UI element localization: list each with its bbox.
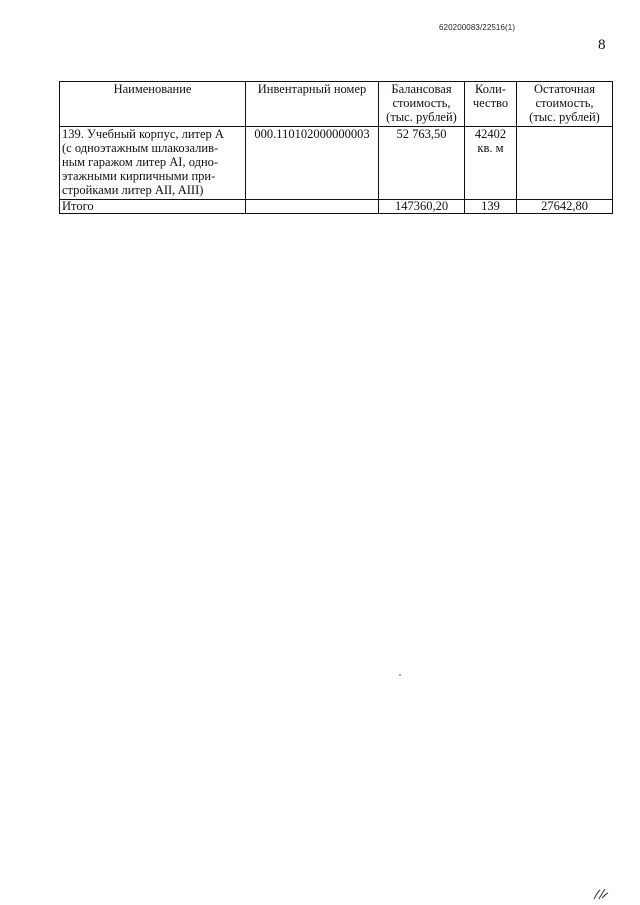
scan-speck xyxy=(399,674,401,676)
column-header-balance-value: Балансовая стоимость, (тыс. рублей) xyxy=(379,82,465,127)
column-header-residual-value: Остаточная стоимость, (тыс. рублей) xyxy=(517,82,613,127)
page-number: 8 xyxy=(598,37,606,53)
cell-residual-value xyxy=(517,127,613,200)
table-row xyxy=(60,127,613,200)
column-header-inventory-number: Инвентарный номер xyxy=(246,82,379,127)
total-residual-value: 27642,80 xyxy=(517,200,613,214)
column-header-name: Наименование xyxy=(60,82,246,127)
total-label: Итого xyxy=(60,200,246,214)
cell-name: 139. Учебный корпус, литер А (с одноэтажным шлакозалив- ным гаражом литер AI, одно- этажными кирпичными при- стройками литер AII, AIII) xyxy=(60,127,246,200)
column-header-quantity: Коли- чество xyxy=(465,82,517,127)
total-quantity: 139 xyxy=(465,200,517,214)
handwritten-initials-mark xyxy=(593,888,609,900)
table-header-row xyxy=(60,82,613,127)
total-row xyxy=(60,200,613,214)
document-id: 620200083/22516(1) xyxy=(439,23,516,32)
total-balance-value: 147360,20 xyxy=(379,200,465,214)
total-inventory-number xyxy=(246,200,379,214)
cell-balance-value: 52 763,50 xyxy=(379,127,465,200)
inventory-table xyxy=(59,81,613,214)
cell-quantity: 42402 кв. м xyxy=(465,127,517,200)
cell-inventory-number: 000.110102000000003 xyxy=(246,127,379,200)
